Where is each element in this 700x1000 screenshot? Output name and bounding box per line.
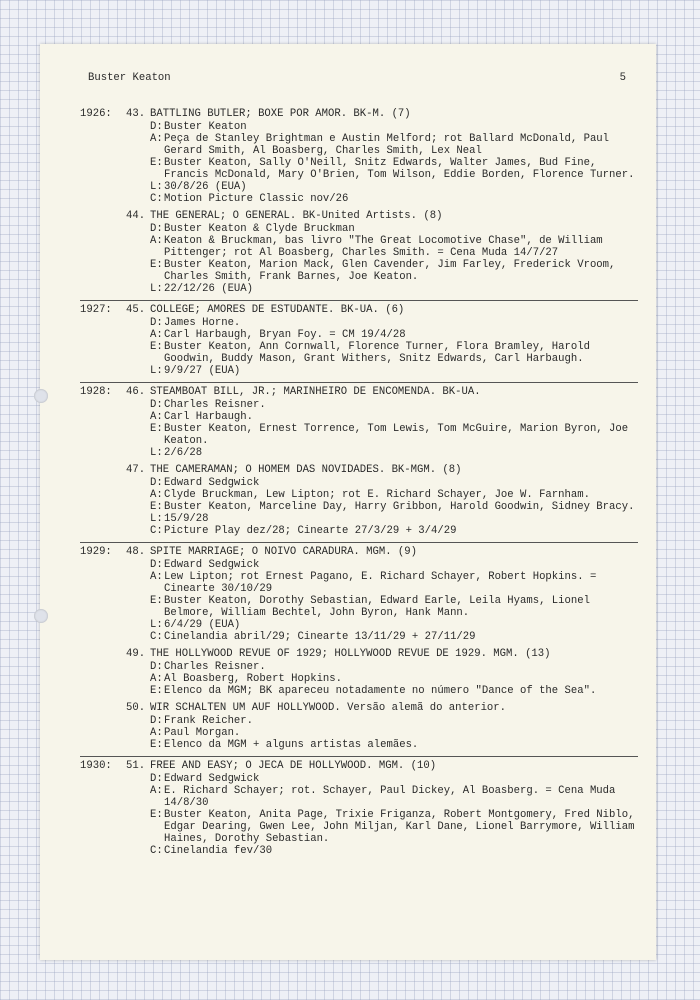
field-key: A: (150, 235, 163, 247)
field-value: Picture Play dez/28; Cinearte 27/3/29 + 3/4/29 (164, 525, 457, 537)
credit-row (150, 631, 638, 643)
credit-row (150, 559, 638, 571)
credit-row (150, 477, 638, 489)
field-key: D: (150, 477, 163, 489)
credit-row (150, 341, 638, 365)
field-value: Motion Picture Classic nov/26 (164, 193, 349, 205)
field-key: A: (150, 133, 163, 145)
credit-row (150, 121, 638, 133)
field-value: 6/4/29 (EUA) (164, 619, 241, 631)
filmography-list (80, 108, 638, 862)
field-value: Edward Sedgwick (164, 477, 260, 489)
film-title-line (126, 108, 638, 121)
field-value: Buster Keaton, Ann Cornwall, Florence Turner, Flora Bramley, Harold Goodwin, Buddy Mason, Grant Withers, Snitz Edwards, Carl Harbaugh. (164, 341, 590, 365)
field-key: A: (150, 411, 163, 423)
entry-number: 48. (126, 546, 146, 558)
field-key: D: (150, 559, 163, 571)
credit-row (150, 223, 638, 235)
credit-row (150, 447, 638, 459)
credit-row (150, 845, 638, 857)
credit-fields (150, 399, 638, 459)
film-title-line (126, 648, 638, 661)
credit-row (150, 619, 638, 631)
entry-number: 46. (126, 386, 146, 398)
field-key: L: (150, 619, 163, 631)
field-value: Carl Harbaugh. (164, 411, 254, 423)
year-label: 1926: (80, 108, 112, 120)
year-block (80, 542, 638, 751)
field-key: L: (150, 447, 163, 459)
credit-row (150, 489, 638, 501)
credit-row (150, 661, 638, 673)
credit-fields (150, 559, 638, 643)
field-key: A: (150, 785, 163, 797)
credit-fields (150, 661, 638, 697)
field-value: Carl Harbaugh, Bryan Foy. = CM 19/4/28 (164, 329, 406, 341)
year-label: 1927: (80, 304, 112, 316)
credit-row (150, 365, 638, 377)
field-value: Elenco da MGM + alguns artistas alemães. (164, 739, 419, 751)
credit-fields (150, 477, 638, 537)
field-key: A: (150, 571, 163, 583)
field-value: Peça de Stanley Brightman e Austin Melford; rot Ballard McDonald, Paul Gerard Smith, Al Boasberg, Charles Smith, Lex Neal (164, 133, 610, 157)
credit-row (150, 259, 638, 283)
credit-row (150, 411, 638, 423)
credit-row (150, 329, 638, 341)
year-block (80, 300, 638, 377)
credit-row (150, 423, 638, 447)
year-label: 1928: (80, 386, 112, 398)
page-header (88, 72, 626, 84)
field-key: E: (150, 157, 163, 169)
film-title: SPITE MARRIAGE; O NOIVO CARADURA. MGM. (9) (150, 546, 418, 558)
year-block (80, 382, 638, 537)
field-key: D: (150, 773, 163, 785)
field-value: Buster Keaton (164, 121, 247, 133)
credit-row (150, 317, 638, 329)
credit-fields (150, 223, 638, 295)
film-title-line (126, 464, 638, 477)
field-key: A: (150, 673, 163, 685)
credit-row (150, 809, 638, 845)
entry-number: 44. (126, 210, 146, 222)
entry-number: 47. (126, 464, 146, 476)
field-value: Edward Sedgwick (164, 559, 260, 571)
field-key: L: (150, 181, 163, 193)
field-value: Cinelandia fev/30 (164, 845, 273, 857)
field-value: Frank Reicher. (164, 715, 254, 727)
field-key: D: (150, 223, 163, 235)
credit-row (150, 773, 638, 785)
film-title: WIR SCHALTEN UM AUF HOLLYWOOD. Versão alemã do anterior. (150, 702, 507, 714)
credit-row (150, 181, 638, 193)
film-title: BATTLING BUTLER; BOXE POR AMOR. BK-M. (7) (150, 108, 411, 120)
entry-number: 51. (126, 760, 146, 772)
credit-row (150, 501, 638, 513)
credit-fields (150, 317, 638, 377)
credit-row (150, 399, 638, 411)
field-value: Buster Keaton, Sally O'Neill, Snitz Edwards, Walter James, Bud Fine, Francis McDonald, Mary O'Brien, Tom Wilson, Eddie Borden, Florence Turner. (164, 157, 635, 181)
field-key: L: (150, 365, 163, 377)
field-key: E: (150, 595, 163, 607)
credit-row (150, 739, 638, 751)
credit-row (150, 157, 638, 181)
header-author: Buster Keaton (88, 72, 171, 84)
field-value: Elenco da MGM; BK apareceu notadamente no número "Dance of the Sea". (164, 685, 597, 697)
film-title-line (126, 546, 638, 559)
film-title-line (126, 702, 638, 715)
field-value: Buster Keaton, Ernest Torrence, Tom Lewis, Tom McGuire, Marion Byron, Joe Keaton. (164, 423, 629, 447)
field-key: A: (150, 489, 163, 501)
field-value: Buster Keaton, Marceline Day, Harry Gribbon, Harold Goodwin, Sidney Bracy. (164, 501, 635, 513)
credit-row (150, 595, 638, 619)
field-value: 2/6/28 (164, 447, 203, 459)
film-entry (126, 546, 638, 643)
film-entry (126, 108, 638, 205)
field-key: D: (150, 715, 163, 727)
field-key: D: (150, 121, 163, 133)
field-key: E: (150, 685, 163, 697)
film-title: THE HOLLYWOOD REVUE OF 1929; HOLLYWOOD REVUE DE 1929. MGM. (13) (150, 648, 551, 660)
credit-row (150, 715, 638, 727)
film-title-line (126, 210, 638, 223)
credit-row (150, 525, 638, 537)
field-value: Buster Keaton, Anita Page, Trixie Friganza, Robert Montgomery, Fred Niblo, Edgar Dearing, Gwen Lee, John Miljan, Karl Dane, Lionel Barrymore, William Haines, Dorothy Sebastian. (164, 809, 635, 845)
film-title: COLLEGE; AMORES DE ESTUDANTE. BK-UA. (6) (150, 304, 405, 316)
field-key: C: (150, 631, 163, 643)
field-value: Charles Reisner. (164, 399, 266, 411)
field-key: E: (150, 809, 163, 821)
field-key: A: (150, 329, 163, 341)
field-value: Buster Keaton, Dorothy Sebastian, Edward Earle, Leila Hyams, Lionel Belmore, William Bechtel, John Byron, Hank Mann. (164, 595, 590, 619)
film-title: THE CAMERAMAN; O HOMEM DAS NOVIDADES. BK-MGM. (8) (150, 464, 462, 476)
film-entry (126, 702, 638, 751)
punch-hole (34, 389, 48, 403)
film-title: FREE AND EASY; O JECA DE HOLLYWOOD. MGM. (10) (150, 760, 437, 772)
typewritten-page (40, 44, 656, 960)
film-title-line (126, 760, 638, 773)
film-entry (126, 210, 638, 295)
credit-row (150, 685, 638, 697)
credit-row (150, 513, 638, 525)
field-key: D: (150, 399, 163, 411)
credit-fields (150, 121, 638, 205)
field-value: 15/9/28 (164, 513, 209, 525)
credit-row (150, 133, 638, 157)
field-key: C: (150, 845, 163, 857)
credit-row (150, 235, 638, 259)
film-entry (126, 304, 638, 377)
entry-number: 43. (126, 108, 146, 120)
film-entry (126, 648, 638, 697)
film-title: STEAMBOAT BILL, JR.; MARINHEIRO DE ENCOMENDA. BK-UA. (150, 386, 481, 398)
field-key: E: (150, 739, 163, 751)
entry-number: 45. (126, 304, 146, 316)
film-title-line (126, 304, 638, 317)
field-key: D: (150, 661, 163, 673)
year-label: 1929: (80, 546, 112, 558)
credit-row (150, 673, 638, 685)
field-key: C: (150, 525, 163, 537)
year-block (80, 108, 638, 295)
film-entry (126, 464, 638, 537)
credit-fields (150, 773, 638, 857)
credit-row (150, 785, 638, 809)
field-value: Clyde Bruckman, Lew Lipton; rot E. Richard Schayer, Joe W. Farnham. (164, 489, 590, 501)
entry-number: 49. (126, 648, 146, 660)
credit-row (150, 571, 638, 595)
field-value: 30/8/26 (EUA) (164, 181, 247, 193)
field-key: E: (150, 259, 163, 271)
field-value: Cinelandia abril/29; Cinearte 13/11/29 + 27/11/29 (164, 631, 476, 643)
film-title: THE GENERAL; O GENERAL. BK-United Artists. (8) (150, 210, 443, 222)
page-number: 5 (619, 72, 626, 84)
field-value: James Horne. (164, 317, 241, 329)
credit-row (150, 193, 638, 205)
field-key: L: (150, 513, 163, 525)
field-value: Al Boasberg, Robert Hopkins. (164, 673, 343, 685)
field-value: Keaton & Bruckman, bas livro "The Great Locomotive Chase", de William Pittenger; rot Al Boasberg, Charles Smith. = Cena Muda 14/7/27 (164, 235, 603, 259)
credit-row (150, 727, 638, 739)
field-key: L: (150, 283, 163, 295)
field-value: Paul Morgan. (164, 727, 241, 739)
credit-fields (150, 715, 638, 751)
credit-row (150, 283, 638, 295)
field-key: E: (150, 501, 163, 513)
field-value: 22/12/26 (EUA) (164, 283, 254, 295)
field-key: A: (150, 727, 163, 739)
punch-hole (34, 609, 48, 623)
field-value: Buster Keaton, Marion Mack, Glen Cavender, Jim Farley, Frederick Vroom, Charles Smith, Frank Barnes, Joe Keaton. (164, 259, 616, 283)
field-key: E: (150, 341, 163, 353)
field-key: D: (150, 317, 163, 329)
field-key: E: (150, 423, 163, 435)
film-entry (126, 760, 638, 857)
field-value: Lew Lipton; rot Ernest Pagano, E. Richard Schayer, Robert Hopkins. = Cinearte 30/10/29 (164, 571, 597, 595)
entry-number: 50. (126, 702, 146, 714)
field-value: Charles Reisner. (164, 661, 266, 673)
field-value: 9/9/27 (EUA) (164, 365, 241, 377)
year-label: 1930: (80, 760, 112, 772)
field-key: C: (150, 193, 163, 205)
field-value: Edward Sedgwick (164, 773, 260, 785)
field-value: E. Richard Schayer; rot. Schayer, Paul Dickey, Al Boasberg. = Cena Muda 14/8/30 (164, 785, 616, 809)
film-entry (126, 386, 638, 459)
film-title-line (126, 386, 638, 399)
field-value: Buster Keaton & Clyde Bruckman (164, 223, 355, 235)
year-block (80, 756, 638, 857)
